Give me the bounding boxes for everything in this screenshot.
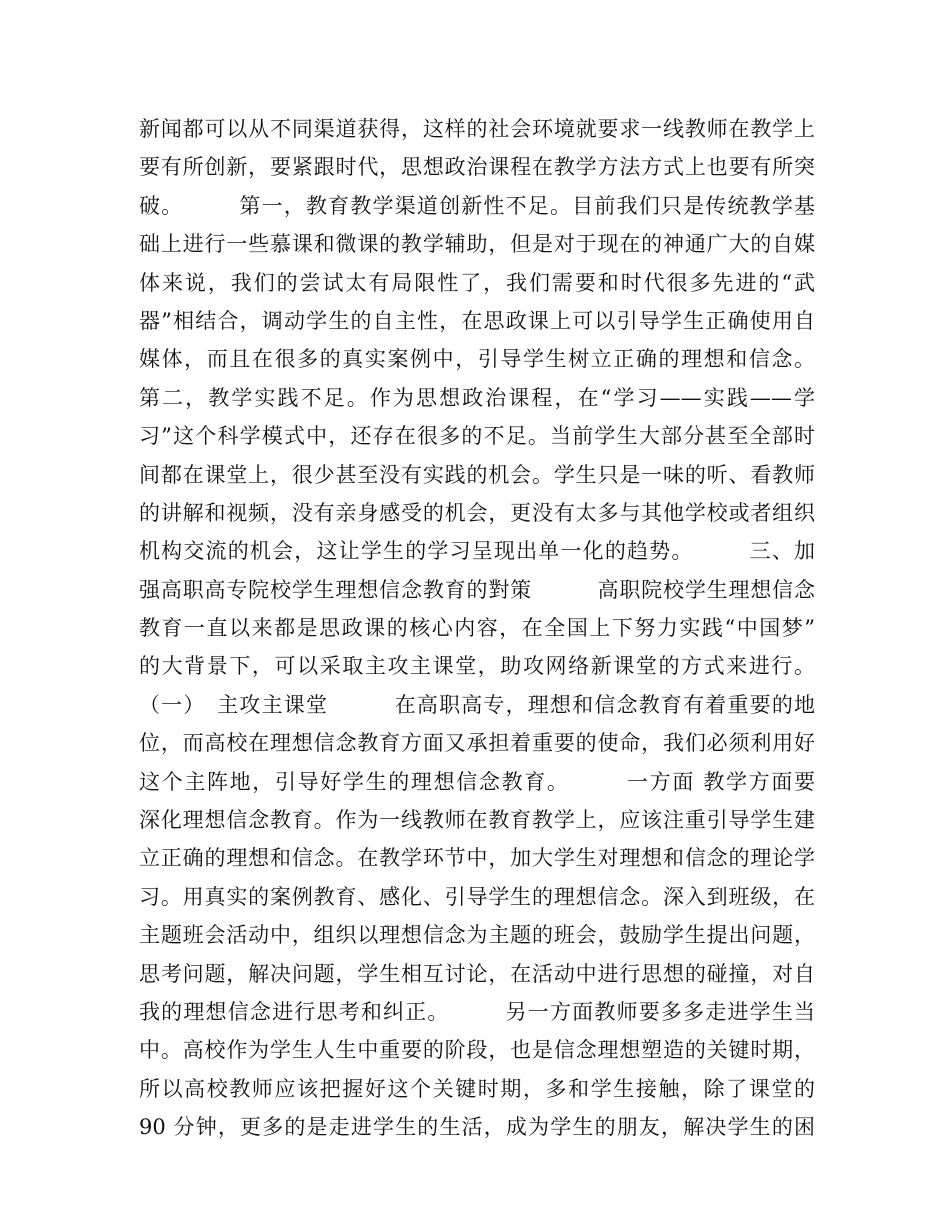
text-line: 中。高校作为学生人生中重要的阶段，也是信念理想塑造的关键时期， <box>139 1038 815 1063</box>
text-line: 强高职高专院校学生理想信念教育的對策 高职院校学生理想信念 <box>139 577 815 602</box>
text-line: 的大背景下，可以采取主攻主课堂，助攻网络新课堂的方式来进行。 <box>139 654 815 679</box>
text-line: 所以高校教师应该把握好这个关键时期，多和学生接触，除了课堂的 <box>139 1076 815 1101</box>
text-line: 新闻都可以从不同渠道获得，这样的社会环境就要求一线教师在教学上 <box>139 117 815 141</box>
text-line: 立正确的理想和信念。在教学环节中，加大学生对理想和信念的理论学 <box>139 846 815 871</box>
text-line: 间都在课堂上，很少甚至没有实践的机会。学生只是一味的听、看教师 <box>139 462 815 487</box>
text-line: （一） 主攻主课堂 在高职高专，理想和信念教育有着重要的地 <box>139 692 815 717</box>
text-line: 要有所创新，要紧跟时代，思想政治课程在教学方法方式上也要有所突 <box>139 155 815 180</box>
text-line: 思考问题，解决问题，学生相互讨论，在活动中进行思想的碰撞，对自 <box>139 961 815 986</box>
text-line: 习。用真实的案例教育、感化、引导学生的理想信念。深入到班级，在 <box>139 884 815 909</box>
text-line: 破。 第一，教育教学渠道创新性不足。目前我们只是传统教学基 <box>139 193 815 218</box>
text-line: 深化理想信念教育。作为一线教师在教育教学上，应该注重引导学生建 <box>139 808 815 833</box>
text-line: 主题班会活动中，组织以理想信念为主题的班会，鼓励学生提出问题， <box>139 923 815 948</box>
text-line: 础上进行一些慕课和微课的教学辅助，但是对于现在的神通广大的自媒 <box>139 232 815 257</box>
body-text <box>139 110 815 1147</box>
text-line: 的讲解和视频，没有亲身感受的机会，更没有太多与其他学校或者组织 <box>139 500 815 525</box>
text-line: 90 分钟，更多的是走进学生的生活，成为学生的朋友，解决学生的困 <box>139 1115 815 1140</box>
text-line: 体来说，我们的尝试太有局限性了，我们需要和时代很多先进的“武 <box>139 270 815 295</box>
text-line: 器”相结合，调动学生的自主性，在思政课上可以引导学生正确使用自 <box>139 308 815 333</box>
text-line: 媒体，而且在很多的真实案例中，引导学生树立正确的理想和信念。 <box>139 347 815 372</box>
text-line: 习”这个科学模式中，还存在很多的不足。当前学生大部分甚至全部时 <box>139 424 815 449</box>
text-line: 教育一直以来都是思政课的核心内容，在全国上下努力实践“中国梦” <box>139 616 815 641</box>
text-line: 第二，教学实践不足。作为思想政治课程，在“学习——实践——学 <box>139 385 815 410</box>
text-line: 位，而高校在理想信念教育方面又承担着重要的使命，我们必须利用好 <box>139 731 815 756</box>
text-line: 我的理想信念进行思考和纠正。 另一方面教师要多多走进学生当 <box>139 999 815 1024</box>
text-line: 机构交流的机会，这让学生的学习呈现出单一化的趋势。 三、加 <box>139 539 815 564</box>
text-line: 这个主阵地，引导好学生的理想信念教育。 一方面 教学方面要 <box>139 769 815 794</box>
